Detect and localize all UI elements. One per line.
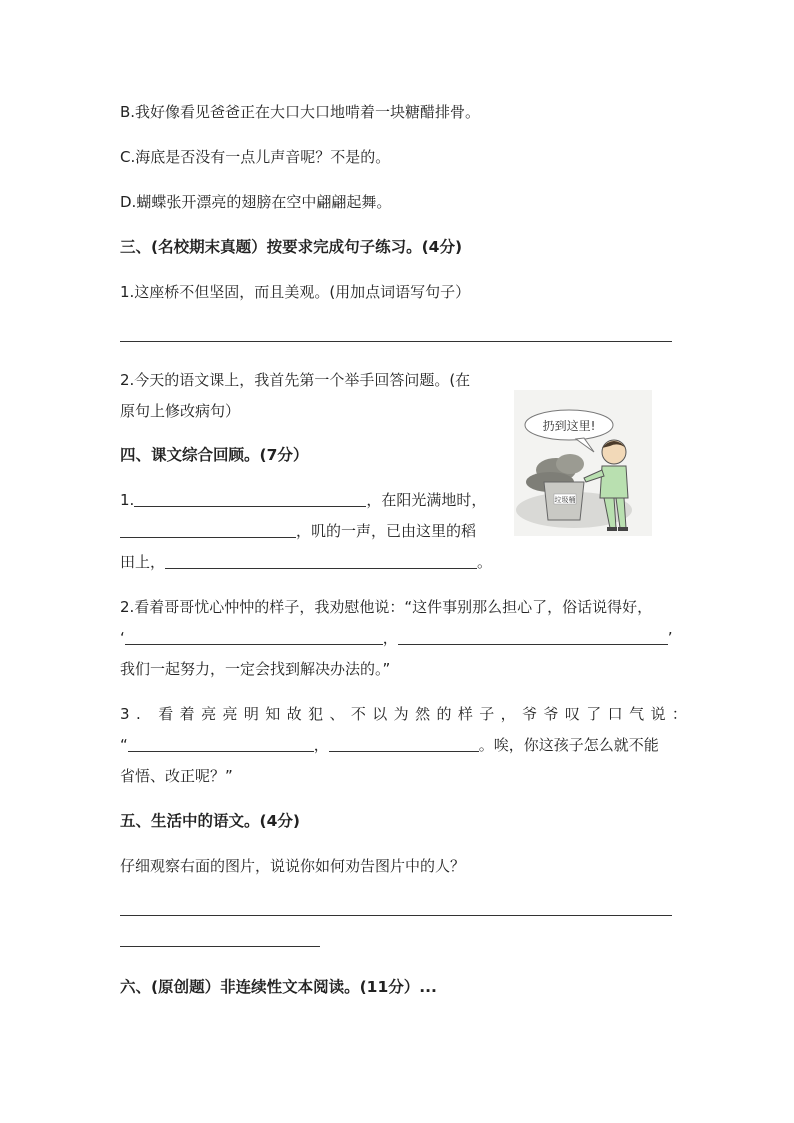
litter-illustration [514, 390, 652, 536]
section4-q3-line2 [120, 735, 659, 755]
option-b: B.我好像看见爸爸正在大口大口地啃着一块糖醋排骨。 [120, 103, 481, 121]
option-d: D.蝴蝶张开漂亮的翅膀在空中翩翩起舞。 [120, 193, 392, 211]
section3-q2-line1: 2.今天的语文课上，我首先第一个举手回答问题。(在 [120, 371, 471, 389]
bubble-text: 扔到这里! [542, 419, 596, 433]
section5-title: 五、生活中的语文。(4分) [120, 812, 300, 830]
question-number: 1. [120, 491, 135, 509]
blank [120, 521, 296, 538]
open-quote: “ [120, 736, 128, 754]
section4-q2-line3: 我们一起努力，一定会找到解决办法的。” [120, 660, 391, 678]
blank [165, 552, 477, 569]
blank [329, 735, 479, 752]
blank [128, 735, 314, 752]
text: ，在阳光满地时， [366, 491, 487, 509]
litter-illustration-svg [514, 390, 652, 536]
section4-q3-line1: 3. 看着亮亮明知故犯、不以为然的样子，爷爷叹了口气说： [120, 705, 694, 723]
option-c: C.海底是否没有一点儿声音呢？不是的。 [120, 148, 391, 166]
section4-q2-line1: 2.看着哥哥忧心忡忡的样子，我劝慰他说：“这件事别那么担心了，俗话说得好， [120, 598, 653, 616]
blank [134, 490, 366, 507]
answer-line [120, 946, 320, 947]
close-quote: ’ [667, 629, 673, 647]
comma: ， [382, 629, 398, 647]
section4-q2-line2 [120, 628, 673, 648]
comma: ， [313, 736, 329, 754]
text: 。唉，你这孩子怎么就不能 [478, 736, 659, 754]
section4-title: 四、课文综合回顾。(7分） [120, 446, 309, 464]
blank [398, 628, 668, 645]
section4-q1-line2 [120, 521, 476, 541]
section5-prompt: 仔细观察右面的图片，说说你如何劝告图片中的人？ [120, 857, 466, 875]
section4-q1-line3 [120, 552, 492, 572]
text: ，叽的一声，已由这里的稻 [296, 522, 477, 540]
section3-q1: 1.这座桥不但坚固，而且美观。(用加点词语写句子） [120, 283, 471, 301]
answer-line [120, 341, 672, 342]
section6-title: 六、(原创题）非连续性文本阅读。(11分）... [120, 978, 437, 996]
section3-title: 三、(名校期末真题）按要求完成句子练习。(4分) [120, 238, 463, 256]
bin-label: 垃圾桶 [554, 496, 576, 504]
text: 田上， [120, 553, 166, 571]
section3-q2-line2: 原句上修改病句） [120, 402, 241, 420]
text: 。 [477, 553, 493, 571]
section4-q3-line3: 省悟、改正呢？” [120, 767, 233, 785]
section4-q1-line1 [120, 490, 486, 510]
open-quote: ‘ [120, 629, 125, 647]
blank [125, 628, 383, 645]
answer-line [120, 915, 672, 916]
